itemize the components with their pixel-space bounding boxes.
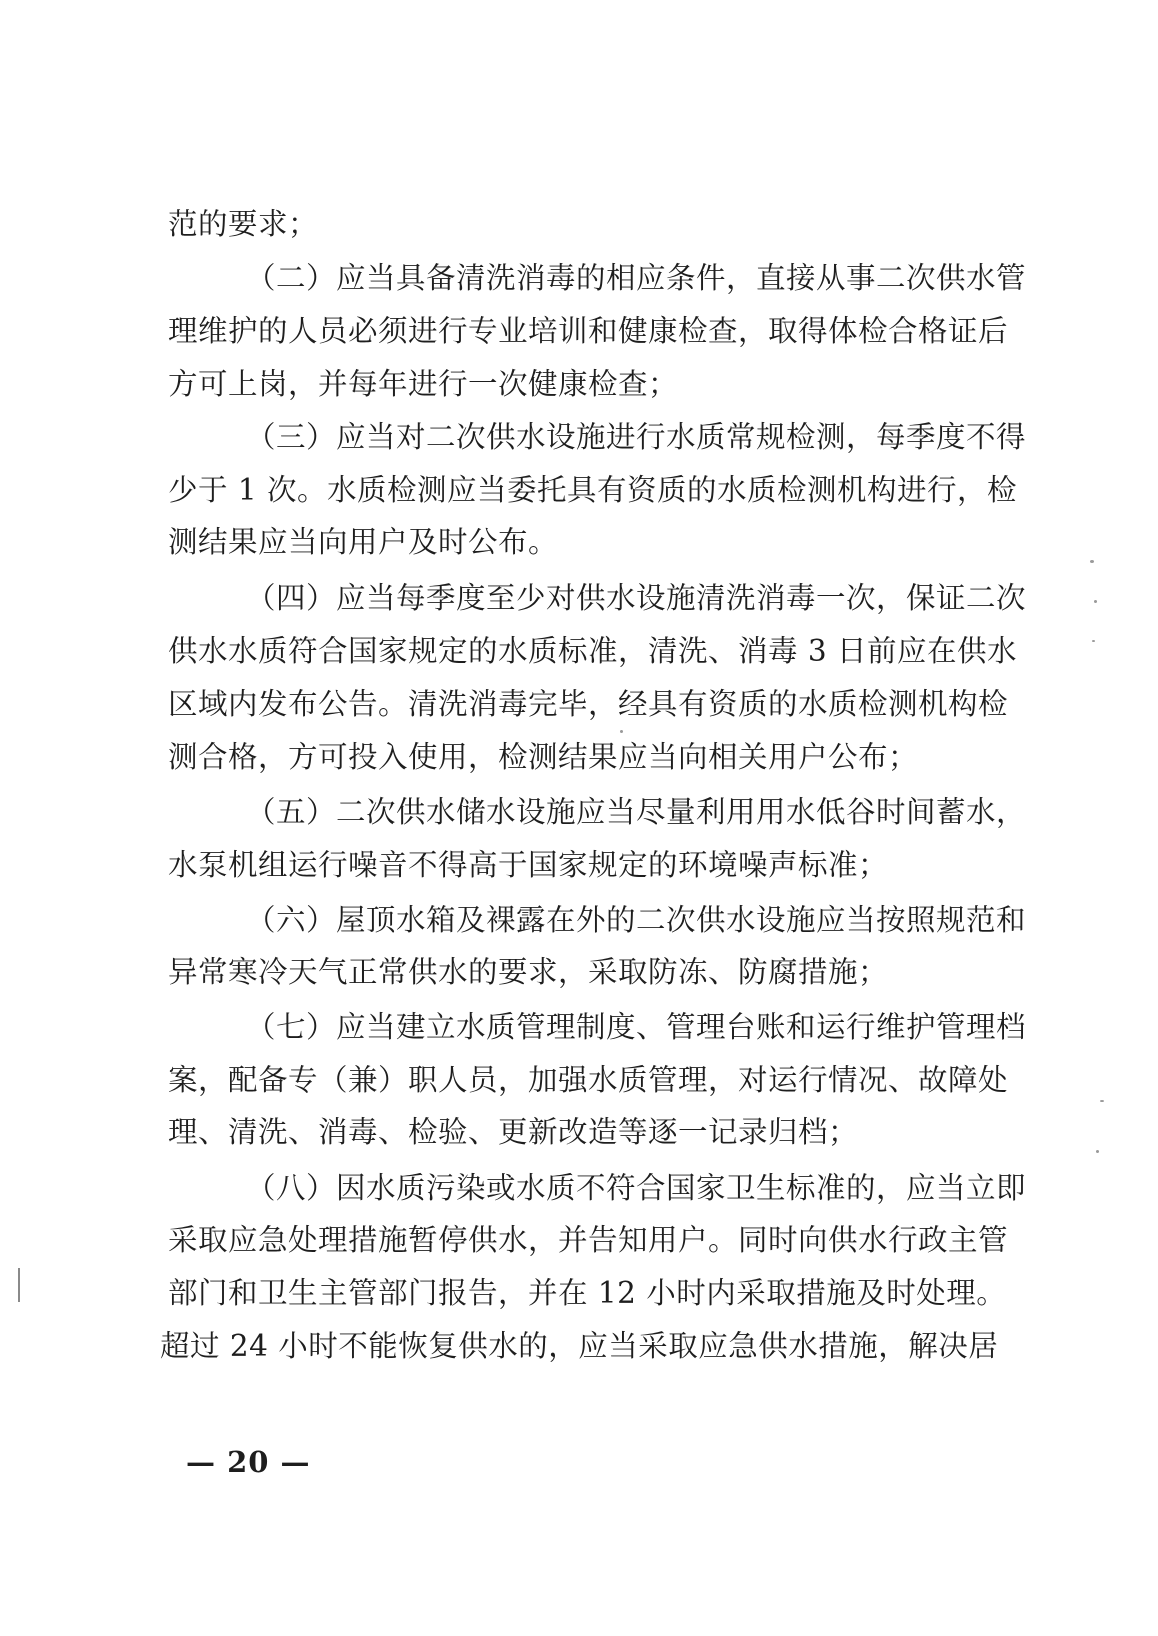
text-line-3: 理维护的人员必须进行专业培训和健康检查，取得体检合格证后 bbox=[168, 314, 1009, 348]
text-line-10: 区域内发布公告。清洗消毒完毕，经具有资质的水质检测机构检 bbox=[168, 687, 1009, 721]
text-line-5: （三）应当对二次供水设施进行水质常规检测，每季度不得 bbox=[246, 420, 1027, 454]
scan-speck bbox=[1092, 640, 1095, 642]
text-line-13: 水泵机组运行噪音不得高于国家规定的环境噪声标准； bbox=[168, 848, 889, 882]
text-line-11: 测合格，方可投入使用，检测结果应当向相关用户公布； bbox=[168, 740, 919, 774]
scan-speck bbox=[1096, 1150, 1099, 1153]
text-line-15: 异常寒冷天气正常供水的要求，采取防冻、防腐措施； bbox=[168, 955, 889, 989]
scan-speck bbox=[620, 730, 623, 733]
text-line-4: 方可上岗，并每年进行一次健康检查； bbox=[168, 367, 679, 401]
text-line-6: 少于 1 次。水质检测应当委托具有资质的水质检测机构进行，检 bbox=[168, 473, 1018, 507]
text-line-17: 案，配备专（兼）职人员，加强水质管理，对运行情况、故障处 bbox=[168, 1063, 1009, 1097]
text-line-19: （八）因水质污染或水质不符合国家卫生标准的，应当立即 bbox=[246, 1171, 1027, 1205]
page-number: — 20 — bbox=[186, 1445, 311, 1479]
text-line-7: 测结果应当向用户及时公布。 bbox=[168, 525, 559, 559]
text-line-9: 供水水质符合国家规定的水质标准，清洗、消毒 3 日前应在供水 bbox=[168, 634, 1018, 668]
text-line-1: 范的要求； bbox=[168, 207, 319, 241]
scan-speck bbox=[1100, 1100, 1104, 1102]
text-line-22: 超过 24 小时不能恢复供水的，应当采取应急供水措施，解决居 bbox=[160, 1329, 999, 1363]
scan-speck bbox=[1090, 560, 1094, 563]
text-line-12: （五）二次供水储水设施应当尽量利用用水低谷时间蓄水， bbox=[246, 795, 1027, 829]
text-line-8: （四）应当每季度至少对供水设施清洗消毒一次，保证二次 bbox=[246, 581, 1027, 615]
scan-mark-left bbox=[18, 1268, 20, 1302]
text-line-16: （七）应当建立水质管理制度、管理台账和运行维护管理档 bbox=[246, 1010, 1027, 1044]
text-line-14: （六）屋顶水箱及裸露在外的二次供水设施应当按照规范和 bbox=[246, 903, 1027, 937]
text-line-21: 部门和卫生主管部门报告，并在 12 小时内采取措施及时处理。 bbox=[168, 1276, 1007, 1310]
text-line-18: 理、清洗、消毒、检验、更新改造等逐一记录归档； bbox=[168, 1115, 859, 1149]
scan-speck bbox=[1094, 600, 1097, 603]
text-line-20: 采取应急处理措施暂停供水，并告知用户。同时向供水行政主管 bbox=[168, 1223, 1009, 1257]
text-line-2: （二）应当具备清洗消毒的相应条件，直接从事二次供水管 bbox=[246, 261, 1027, 295]
